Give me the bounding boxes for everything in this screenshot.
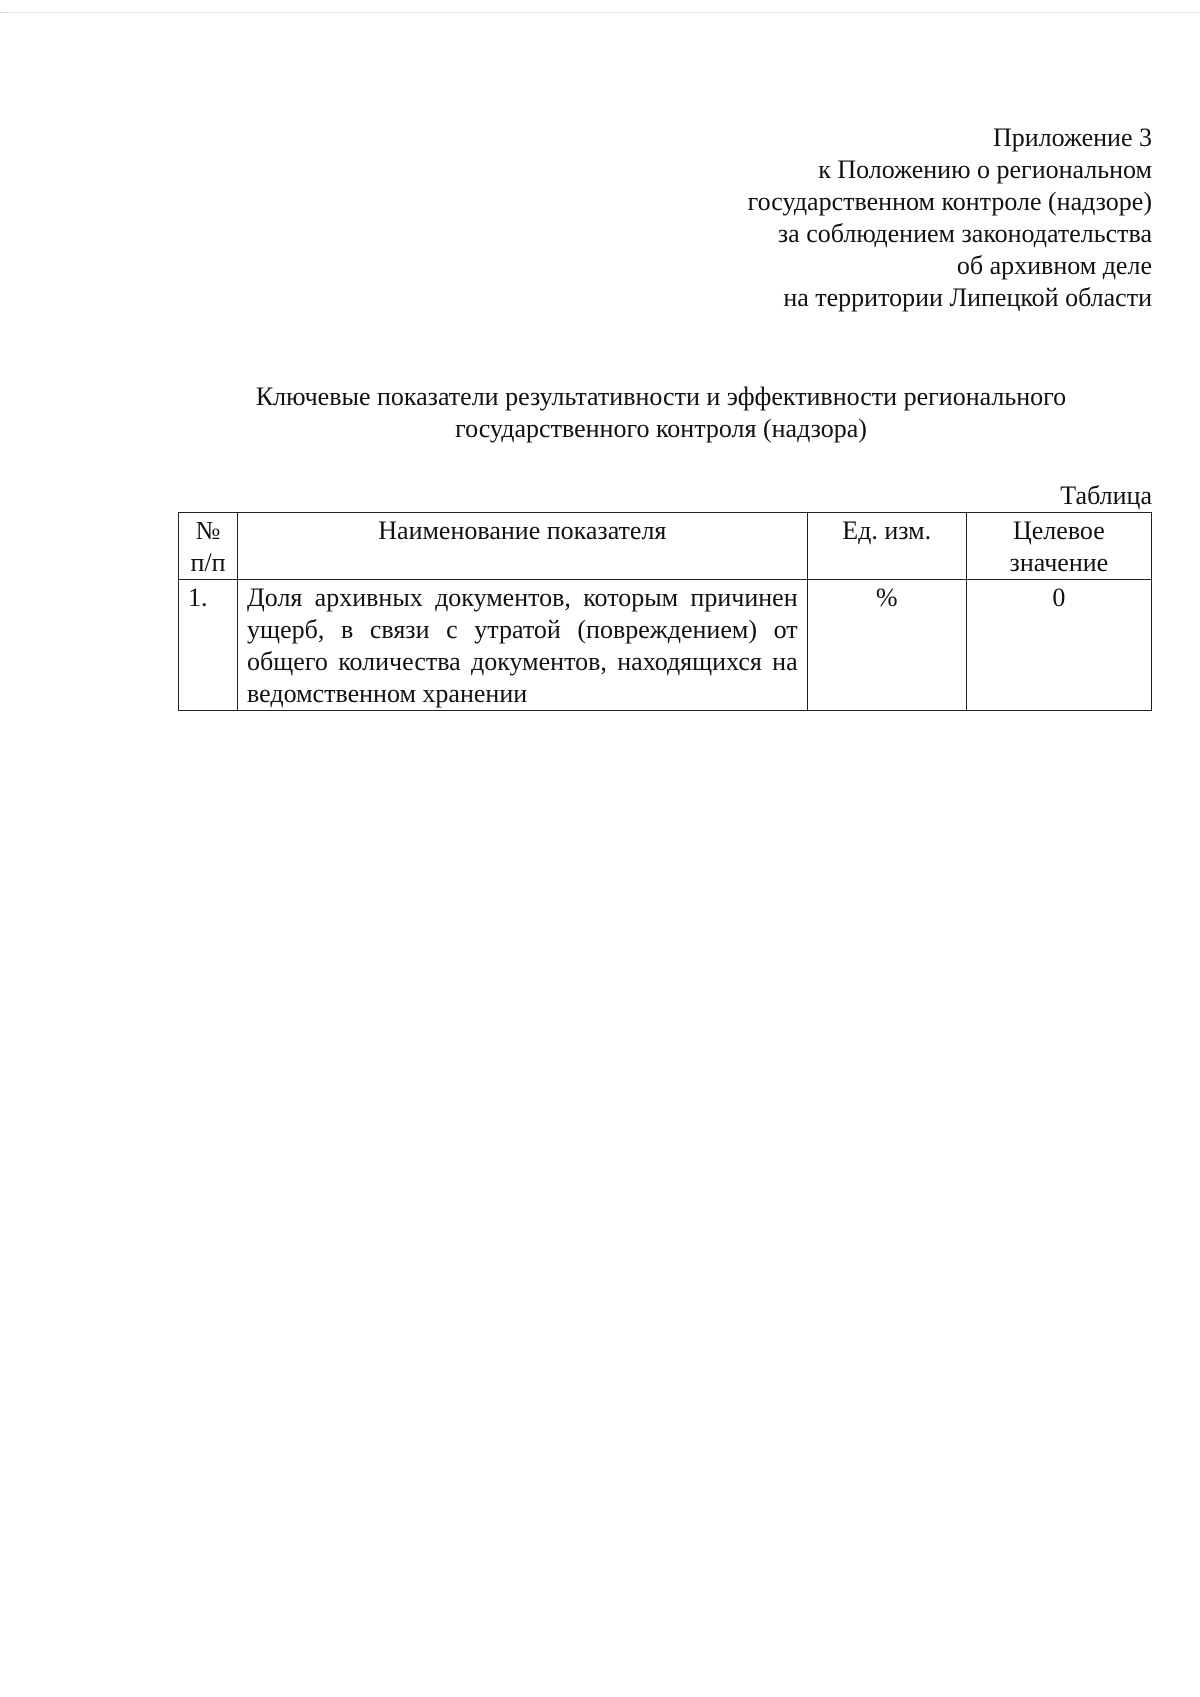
appendix-line: к Положению о региональном [818, 155, 1152, 184]
header-target [966, 513, 1151, 580]
kpi-table [178, 512, 1152, 711]
header-target-line2: значение [1009, 548, 1109, 577]
cell-unit: % [807, 580, 966, 711]
header-num-line1: № [195, 516, 221, 545]
cell-target: 0 [966, 580, 1151, 711]
page-edge [0, 12, 1200, 13]
appendix-line: государственном контроле (надзоре) [747, 187, 1152, 216]
appendix-note [452, 122, 1152, 314]
appendix-line: на территории Липецкой области [783, 283, 1152, 312]
header-num-line2: п/п [190, 548, 226, 577]
appendix-line: Приложение 3 [992, 123, 1152, 152]
title-line: Ключевые показатели результативности и эффективности регионального [255, 382, 1067, 411]
header-num [179, 513, 238, 580]
appendix-line: об архивном деле [956, 251, 1152, 280]
appendix-line: за соблюдением законодательства [777, 219, 1152, 248]
document-title [178, 381, 1144, 445]
table-caption: Таблица [1060, 481, 1152, 510]
cell-num: 1. [179, 580, 238, 711]
table-row [179, 580, 1152, 711]
header-name: Наименование показателя [238, 513, 808, 580]
header-unit: Ед. изм. [807, 513, 966, 580]
table-header-row [179, 513, 1152, 580]
title-line: государственного контроля (надзора) [455, 414, 867, 443]
header-target-line1: Целевое [1012, 516, 1105, 545]
cell-name: Доля архивных документов, которым причинен ущерб, в связи с утратой (повреждением) от общего количества документов, находящихся на ведомственном хранении [238, 580, 808, 711]
